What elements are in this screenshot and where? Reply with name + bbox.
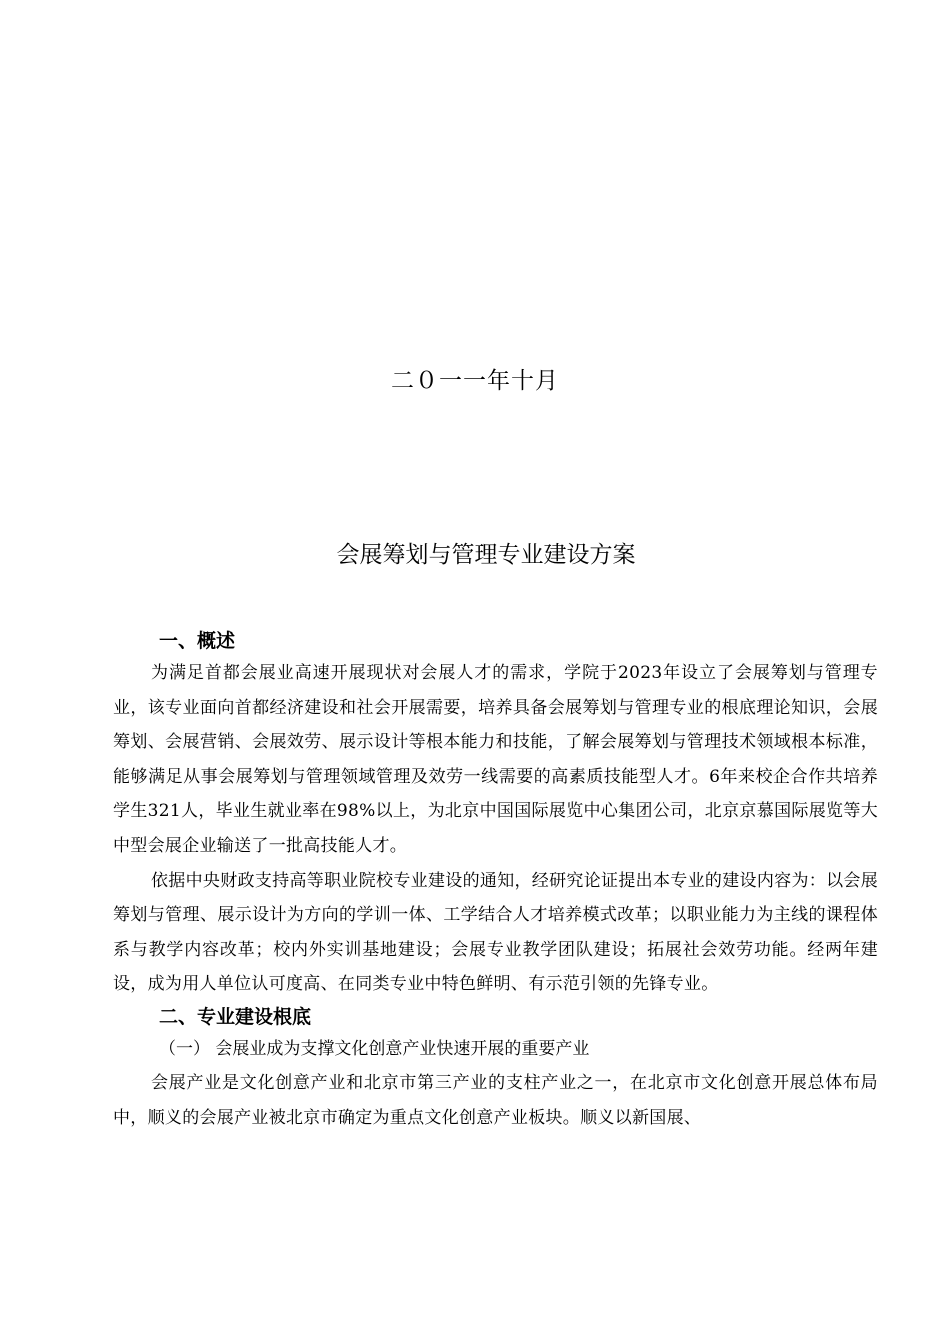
section-heading-overview: 一、概述 <box>159 630 236 652</box>
overview-paragraph-1: 为满足首都会展业高速开展现状对会展人才的需求，学院于2023年设立了会展筹划与管理专业，该专业面向首都经济建设和社会开展需要，培养具备会展筹划与管理专业的根底理论知识，会展筹划、会展营销、会展效劳、展示设计等根本能力和技能，了解会展筹划与管理技术领域根本标准，能够满足从事会展筹划与管理领域管理及效劳一线需要的高素质技能型人才。6年来校企合作共培养学生321人，毕业生就业率在98%以上，为北京中国国际展览中心集团公司，北京京慕国际展览等大中型会展企业输送了一批高技能人才。 <box>113 663 878 856</box>
foundation-subheading-1: （一） 会展业成为支撑文化创意产业快速开展的重要产业 <box>159 1038 590 1059</box>
overview-paragraph-2: 依据中央财政支持高等职业院校专业建设的通知，经研究论证提出本专业的建设内容为：以会展筹划与管理、展示设计为方向的学训一体、工学结合人才培养模式改革；以职业能力为主线的课程体系与教学内容改革；校内外实训基地建设；会展专业教学团队建设；拓展社会效劳功能。经两年建设，成为用人单位认可度高、在同类专业中特色鲜明、有示范引领的先锋专业。 <box>113 870 878 995</box>
document-body <box>113 626 878 1135</box>
cover-date: 二０一一年十月 <box>391 368 559 394</box>
section-heading-foundation: 二、专业建设根底 <box>159 1005 312 1028</box>
document-title: 会展筹划与管理专业建设方案 <box>336 542 636 568</box>
foundation-paragraph-1: 会展产业是文化创意产业和北京市第三产业的支柱产业之一，在北京市文化创意开展总体布局中，顺义的会展产业被北京市确定为重点文化创意产业板块。顺义以新国展、 <box>113 1072 878 1128</box>
